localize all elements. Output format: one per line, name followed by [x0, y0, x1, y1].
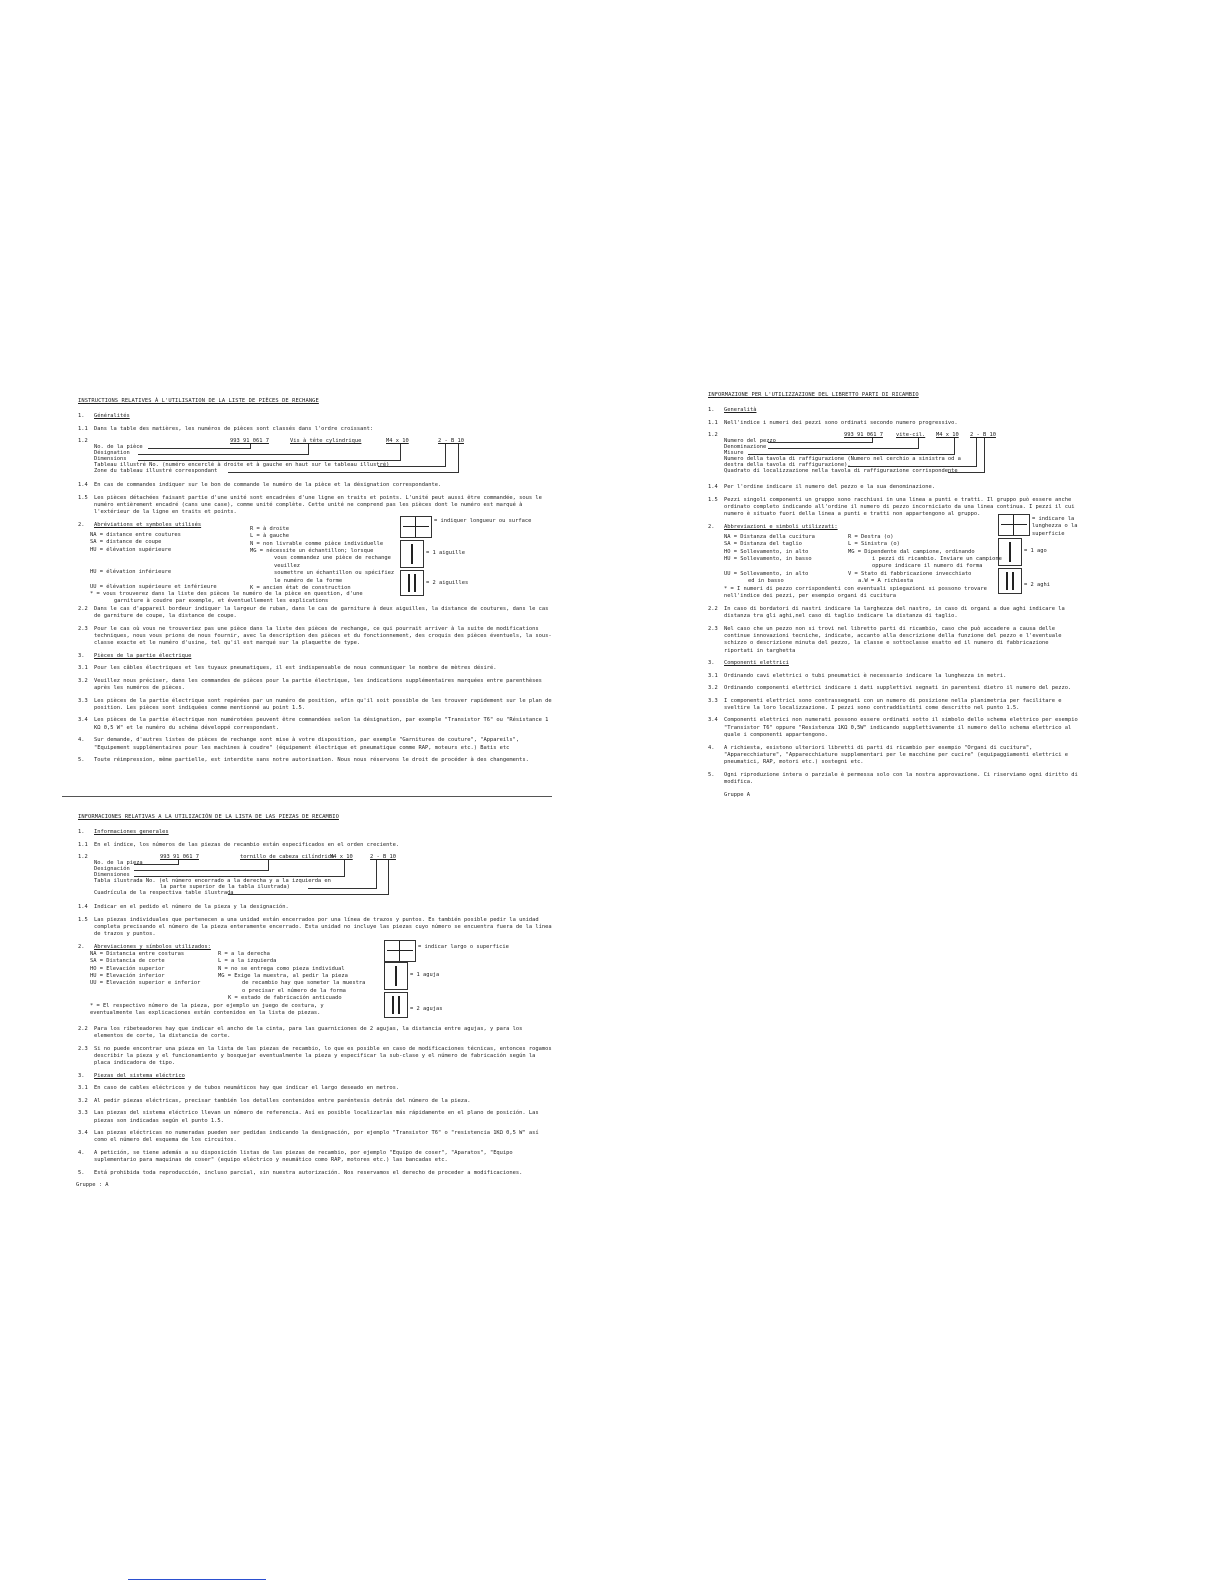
heading-electrical: Componenti elettrici — [724, 660, 789, 667]
section-title: INSTRUCTIONS RELATIVES À L'UTILISATION DE LA LISTE DE PIÈCES DE RECHANGE — [78, 398, 319, 404]
group-footer: Gruppe : A — [76, 1181, 109, 1188]
paragraph: Dans la table des matières, les numéros de pièces sont classés dans l'ordre croissant: — [94, 425, 374, 432]
abbreviations-block: 2. Abbreviazioni e simboli utilizzati: NA = Distanza della cucitura SA = Distanza del taglio HO = Sollevamento, in alto HU = Sollevamento, in basso UU = Sollevamento, in alto ed in basso R = Destra (o) L = Sinistra (o) MG = Dipendente dal campione, ordinando i pezzi di ricambio. Inviare un campione oppure indicare il numero di forma V = Stato di fabbricazione invecchiato a.W = A richiesta * = I numeri di pezzo corrispondenti con eventuali spiegazioni si possono trovare nell'indice dei pezzi, per esempio organi di cucitura = indicare la lunghezza o la superficie = 1 ago = 2 aghi — [708, 515, 1078, 600]
part-number-example: 1.2 993 91 061 7 Vis à tête cylindrique M4 x 10 2 - B 10 No. de la pièce Désignation Dimensions Tableau illustré No. (numéro encerclé à droite et à gauche en haut sur le tableau illustré) Zone du tableau illustré correspondant — [78, 438, 464, 475]
abbreviations-block: 2. Abreviaciones y símbolos utilizados: NA = Distancia entre costuras SA = Distancia de corte HO = Elevación superior HU = Elevación inferior UU = Elevación superior e inferior R = a la derecha L = a la izquierda N = no se entrega como pieza individual MG = Exige la muestra, al pedir la pieza de recambio hay que someter la muestra o precisar el número de la forma K = estado de fabricación anticuado * = El respectivo número de la pieza, por ejemplo un juego de costura, y eventualmente las explicaciones están contenidos en la lista de piezas. = indicar largo o superficie = 1 aguja = 2 agujas — [78, 944, 553, 1020]
part-number-example: 1.2 993 91 061 7 vite-cil. M4 x 10 2 - B 10 Numero del pezzo Denominazione Misure Numero della tavola di raffigurazione (Numero nel cerchio a sinistra od a destra della tavola di raffigurazione). Quadrato di localizzazione nella tavola di raffigurazione corrispondente — [708, 432, 996, 475]
section-title: INFORMAZIONE PER L'UTILIZZAZIONE DEL LIBRETTO PARTI DI RICAMBIO — [708, 392, 919, 398]
spanish-section: INFORMACIONES RELATIVAS A LA UTILIZACIÓN DE LA LISTA DE LAS PIEZAS DE RECAMBIO 1. Informaciones generales 1.1 En el índice, los números de las piezas de recambio están especificados en el orden creciente. 1.2 993 91 061 7 tornillo de cabeza cilíndrica M4 x 10 2 - B 10 No. de la pieza Designación Dimensiones Tabla ilustrada No. (el número encerrado a la derecha y a la izquierda en la parte superior de la tabla ilustrada) Cuadrícula de la respectiva table ilustrada 1.4 Indicar en el pedido el número de la pieza y la designación. 1.5 Las piezas individuales que pertenecen a una unidad están encerrados por una línea de trazos y puntos. Es también posible pedir la unidad completa precisando el número de la pieza enteramente encerrado. Esta unidad no incluye las piezas cuyo número se encuentra fuera de la línea de trazos y puntos. 2. Abreviaciones y símbolos utilizados: NA = Distancia entre costuras SA = Distancia de corte HO = Elevación superior HU = Elevación inferior UU = Elevación superior e inferior R = a la derecha L = a la izquierda N = no se entrega como pieza individual MG = Exige la muestra, al pedir la pieza de recambio hay que someter la muestra o precisar el número de la forma K = estado de fabricación anticuado * = El respectivo número de la pieza, por ejemplo un juego de costura, y eventualmente las explicaciones están contenidos en la lista de piezas. = indicar largo o superficie = 1 aguja = 2 agujas 2.2 Para los ribeteadores hay que indicar el ancho de la cinta, para las guarniciones de 2 agujas, la distancia entre agujas, y para los elementos de corte, la distancia de corte. 2.3 Si no puede encontrar una pieza en la lista de las piezas de recambio, lo que es posible en caso de modificaciones técnicas, entonces rogamos describir la pieza y el funcionamiento y bosquejar eventualmente la pieza y especificar la sub-clase y el número de fabricación según la placa indicadora de tipo. 3. Piezas del sistema eléctrico 3.1 En caso de cables eléctricos y de tubos neumáticos hay que indicar el largo deseado en metros. 3.2 Al pedir piezas eléctricas, precisar también los detalles contenidos entre paréntesis detrás del número de la pieza. 3.3 Las piezas del sistema eléctrico llevan un número de referencia. Así es posible localizarlas más rápidamente en el plano de posición. Las piezas son indicadas según el punto 1.5. 3.4 Las piezas eléctricas no numeradas pueden ser pedidas indicando la designación, por ejemplo "Transistor T6" o "resistencia 1KΩ 0,5 W" así como el número del esquema de los circuitos. 4. A petición, se tiene además a su disposición listas de las piezas de recambio, por ejemplo "Equipo de coser", "Aparatos", "Equipo suplementario para maquinas de coser" (equipo eléctrico y neumático como RAP, motores etc.) las bancadas etc. 5. Está prohibida toda reproducción, incluso parcial, sin nuestra autorización. Nos reservamos el derecho de proceder a modificaciones. Gruppe : A — [76, 814, 552, 1188]
dimension-symbol-icon — [400, 516, 432, 538]
french-section: INSTRUCTIONS RELATIVES À L'UTILISATION DE LA LISTE DE PIÈCES DE RECHANGE 1. Généralités 1.1 Dans la table des matières, les numéros de pièces sont classés dans l'ordre croissant: 1.2 993 91 061 7 Vis à tête cylindrique M4 x 10 2 - B 10 No. de la pièce Désignation Dimensions Tableau illustré No. (numéro encerclé à droite et à gauche en haut sur le tableau illustré) Zone du tableau illustré correspondant 1.4 En cas de commandes indiquer sur le bon de commande le numéro de la pièce et la désignation correspondante. 1.5 Les pièces détachées faisant partie d'une unité sont encadrées d'une ligne en traits et points. L'unité peut aussi être commandée, sous le numéro entièrement encadré (cans une case), comme unité complète. Cette unité ne comprend pas les pièces dont le numéro est marqué à l'extérieur de la ligne en traits et points. 2. Abréviations et symboles utilisés NA = distance entre coutures SA = distance de coupe HU = élévation supérieure HU = élévation inférieure UU = élévation supérieure et inférieure * = vous trouverez dans la liste des pièces le numéro de la pièce en question, d'une garniture à coudre par exemple, et éventuellement les explications R = à droite L = à gauche N = non livrable comme pièce individuelle MG = nécessite un échantillon; lorsque vous commandez une pièce de rechange veuillez soumettre un échantillon ou spécifiez le numéro de la forme K = ancien état de construction = indiquer longueur ou surface = 1 aiguille = 2 aiguilles 2.2 Dans le cas d'appareil bordeur indiquer la largeur de ruban, dans le cas de garniture à deux aiguilles, la distance de coutures, dans le cas de garniture de coupe, la distance de coupe. 2.3 Pour le cas où vous ne trouveriez pas une pièce dans la liste des pièces de rechange, ce qui pourrait arriver à la suite de modifications techniques, nous vous prions de nous fournir, avec la description des pièces et du fonctionnement, des croquis des pièces éventuels, la sous-classe exacte et le numéro d'usine, tel qu'il est marqué sur la plaquette de type. 3. Pièces de la partie électrique 3.1 Pour les câbles électriques et les tuyaux pneumatiques, il est indispensable de nous communiquer le nombre de mètres désiré. 3.2 Veuillez nous préciser, dans les commandes de pièces pour la partie électrique, les indications supplémentaires marquées entre parenthèses après les numéros de pièces. 3.3 Les pièces de la partie électrique sont repérées par un numéro de position, afin qu'il soit possible de les trouver rapidement sur le plan de position. Les pièces sont indiquées comme mentionné au point 1.5. 3.4 Les pièces de la partie électrique non numérotées peuvent être commandées selon la désignation, par exemple "Transistor T6" ou "Résistance 1 KΩ 0,5 W" et le numéro du schéma développé correspondant. 4. Sur demande, d'autres listes de pièces de rechange sont mise à votre disposition, par exemple "Garnitures de couture", "Appareils", "Equipement supplémentaires pour les machines à coudre" (équipement électrique et pneumatique comme RAP, moteurs etc.) Batis etc 5. Toute réimpression, même partielle, est interdite sans notre autorisation. Nous nous réservons le droit de procéder à des changements. — [78, 398, 552, 763]
double-needle-icon — [998, 568, 1022, 594]
single-needle-icon — [998, 538, 1022, 566]
italian-section: INFORMAZIONE PER L'UTILIZZAZIONE DEL LIBRETTO PARTI DI RICAMBIO 1. Generalità 1.1 Nell'indice i numeri dei pezzi sono ordinati secondo numero progressivo. 1.2 993 91 061 7 vite-cil. M4 x 10 2 - B 10 Numero del pezzo Denominazione Misure Numero della tavola di raffigurazione (Numero nel cerchio a sinistra od a destra della tavola di raffigurazione). Quadrato di localizzazione nella tavola di raffigurazione corrispondente 1.4 Per l'ordine indicare il numero del pezzo e la sua denominazione. 1.5 Pezzi singoli componenti un gruppo sono racchiusi in una linea a punti e tratti. Il gruppo può essere anche ordinato completo indicando all'ordine il numero di pezzo incorniciato da una linea continua. I pezzi il cui numero è situato fuori della linea a punti e tratti non appartengono al gruppo. 2. Abbreviazioni e simboli utilizzati: NA = Distanza della cucitura SA = Distanza del taglio HO = Sollevamento, in alto HU = Sollevamento, in basso UU = Sollevamento, in alto ed in basso R = Destra (o) L = Sinistra (o) MG = Dipendente dal campione, ordinando i pezzi di ricambio. Inviare un campione oppure indicare il numero di forma V = Stato di fabbricazione invecchiato a.W = A richiesta * = I numeri di pezzo corrispondenti con eventuali spiegazioni si possono trovare nell'indice dei pezzi, per esempio organi di cucitura = indicare la lunghezza o la superficie = 1 ago = 2 aghi 2.2 In caso di bordatori di nastri indicare la larghezza del nastro, in caso di organi a due aghi indicare la distanza tra gli aghi,nel caso di taglio indicare la distanza di taglio. 2.3 Nel caso che un pezzo non si trovi nel libretto parti di ricambio, caso che può accadere a causa delle continue innovazioni tecniche, indicate, accanto alla descrizione della funzione del pezzo e l'eventuale schizzo o descrizione minuta del pezzo, la classe e sottoclasse esatto ed il numero di fabbricazione riportati in targhetta 3. Componenti elettrici 3.1 Ordinando cavi elettrici o tubi pneumatici è necessario indicare la lunghezza in metri. 3.2 Ordinando componenti elettrici indicare i dati supplettivi segnati in parentesi dietro il numero del pezzo. 3.3 I componenti elettrici sono contrassegnati con un numero di posizione nella planimetria per facilitare e sveltire la loro localizzazione. I pezzi sono contraddistinti come descritto nel punto 1.5. 3.4 Componenti elettrici non numerati possono essere ordinati sotto il simbolo dello schema elettrico per esempio "Transistor T6" oppure "Resistenza 1KΩ 0,5W" indicando supplettivamente il numero dello schema elettrico al quale i componenti appartengono. 4. A richiesta, esistono ulteriori libretti di parti di ricambio per esempio "Organi di cucitura", "Apparecchiature", "Apparecchiature supplementari per le macchine per cucire" (equipaggiamenti elettrici e pneumatici, RAP, motori etc.) sostegni etc. 5. Ogni riproduzione intera o parziale è permessa solo con la nostra approvazione. Ci riserviamo ogni diritto di modifica. Gruppe A — [708, 392, 1078, 798]
heading-general: Generalità — [724, 407, 757, 414]
section-divider — [62, 796, 552, 797]
heading-abbreviations: Abreviaciones y símbolos utilizados: — [94, 943, 211, 950]
abbreviations-block: 2. Abréviations et symboles utilisés NA = distance entre coutures SA = distance de coupe HU = élévation supérieure HU = élévation inférieure UU = élévation supérieure et inférieure * = vous trouverez dans la liste des pièces le numéro de la pièce en question, d'une garniture à coudre par exemple, et éventuellement les explications R = à droite L = à gauche N = non livrable comme pièce individuelle MG = nécessite un échantillon; lorsque vous commandez une pièce de rechange veuillez soumettre un échantillon ou spécifiez le numéro de la forme K = ancien état de construction = indiquer longueur ou surface = 1 aiguille = 2 aiguilles — [78, 517, 532, 605]
bottom-rule — [128, 1579, 266, 1580]
heading-electrical: Pièces de la partie électrique — [94, 652, 192, 659]
heading-electrical: Piezas del sistema eléctrico — [94, 1072, 185, 1079]
heading-abbreviations: Abréviations et symboles utilisés — [94, 521, 202, 528]
dimension-symbol-icon — [998, 514, 1030, 536]
heading-abbreviations: Abbreviazioni e simboli utilizzati: — [724, 523, 838, 530]
heading-general: Informaciones generales — [94, 829, 169, 836]
single-needle-icon — [400, 540, 424, 568]
single-needle-icon — [384, 962, 408, 990]
part-number-example: 1.2 993 91 061 7 tornillo de cabeza cilíndrica M4 x 10 2 - B 10 No. de la pieza Designación Dimensiones Tabla ilustrada No. (el número encerrado a la derecha y a la izquierda en la parte superior de la tabla ilustrada) Cuadrícula de la respectiva table ilustrada — [78, 854, 396, 897]
section-title: INFORMACIONES RELATIVAS A LA UTILIZACIÓN DE LA LISTA DE LAS PIEZAS DE RECAMBIO — [78, 814, 339, 820]
double-needle-icon — [384, 992, 408, 1018]
double-needle-icon — [400, 570, 424, 596]
heading-general: Généralités — [94, 413, 130, 420]
group-footer: Gruppe A — [724, 791, 750, 798]
dimension-symbol-icon — [384, 940, 416, 962]
